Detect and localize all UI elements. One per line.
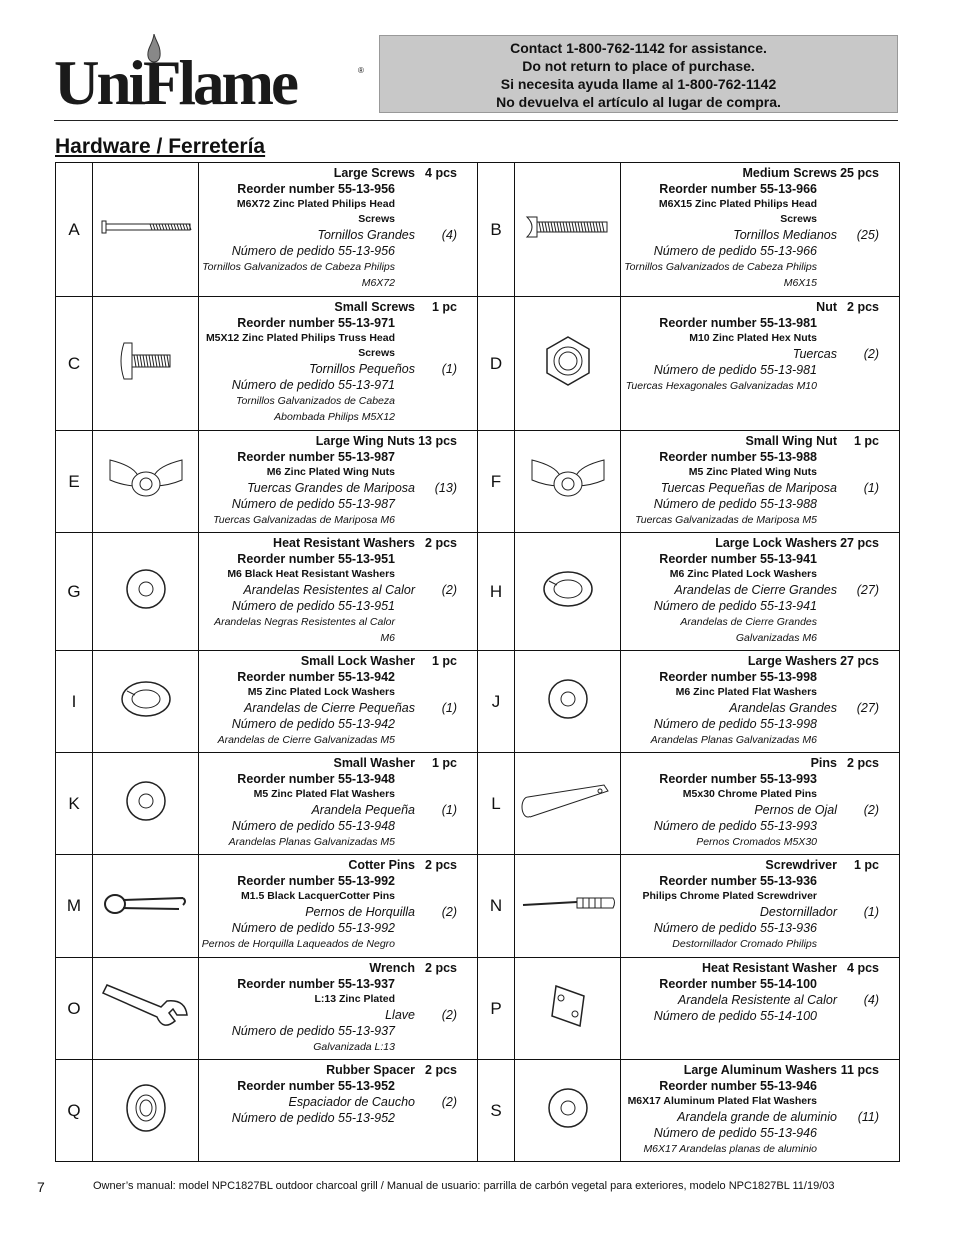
item-spanish-spec: Tuercas Hexagonales Galvanizadas M10	[625, 380, 817, 392]
contact-line: Si necesita ayuda llame al 1-800-762-1142	[500, 76, 777, 92]
item-reorder-number: Reorder number 55-13-971	[237, 316, 395, 330]
item-reorder-number: Reorder number 55-13-952	[237, 1079, 395, 1093]
item-spanish-reorder: Número de pedido 55-14-100	[653, 1009, 817, 1023]
wing-nut-icon	[104, 493, 188, 510]
medium-screw-icon	[523, 230, 613, 247]
square-washer-icon	[548, 1015, 588, 1032]
item-name: Rubber Spacer	[326, 1063, 415, 1077]
item-name: Screwdriver	[765, 858, 837, 872]
item-spanish-name: Tornillos Medianos	[733, 228, 837, 242]
item-picture	[93, 297, 199, 431]
item-quantity: 27 pcs	[840, 654, 879, 668]
item-spanish-reorder: Número de pedido 55-13-951	[231, 599, 395, 613]
item-description	[199, 431, 478, 533]
item-description	[621, 533, 900, 651]
item-quantity: 1 pc	[431, 756, 457, 770]
item-spec: M6 Zinc Plated Flat Washers	[675, 686, 817, 698]
hardware-row	[56, 651, 900, 753]
wrench-icon	[101, 1020, 191, 1037]
item-letter: M	[56, 855, 93, 958]
item-picture	[515, 651, 621, 753]
item-spanish-quantity: (1)	[441, 701, 457, 715]
item-letter: D	[478, 297, 515, 431]
item-description	[199, 297, 478, 431]
item-spanish-quantity: (11)	[857, 1110, 879, 1124]
cotter-pin-icon	[101, 906, 191, 923]
item-spanish-spec: Arandelas de Cierre Galvanizadas M5	[217, 734, 395, 746]
item-picture	[93, 163, 199, 297]
item-reorder-number: Reorder number 55-13-956	[237, 182, 395, 196]
item-spanish-quantity: (1)	[863, 905, 879, 919]
item-name: Large Lock Washers	[715, 536, 837, 550]
item-letter: J	[478, 651, 515, 753]
item-spanish-reorder: Número de pedido 55-13-936	[653, 921, 817, 935]
hex-nut-icon	[540, 376, 596, 393]
item-spanish-name: Espaciador de Caucho	[288, 1095, 415, 1109]
hardware-row	[56, 1060, 900, 1162]
item-picture	[515, 297, 621, 431]
item-name: Large Screws	[333, 166, 415, 180]
washer-icon	[546, 1117, 590, 1134]
item-quantity: 2 pcs	[425, 858, 457, 872]
item-name: Pins	[810, 756, 837, 770]
contact-line: No devuelva el artículo al lugar de compra.	[496, 94, 781, 110]
item-quantity: 1 pc	[853, 858, 879, 872]
hardware-row	[56, 431, 900, 533]
item-quantity: 2 pcs	[847, 756, 879, 770]
item-name: Nut	[816, 300, 837, 314]
item-spanish-name: Destornillador	[759, 905, 837, 919]
item-name: Large Aluminum Washers	[683, 1063, 837, 1077]
item-spec: M6X72 Zinc Plated Philips Head Screws	[236, 198, 395, 225]
item-spanish-spec: Tuercas Galvanizadas de Mariposa M5	[635, 514, 817, 526]
item-reorder-number: Reorder number 55-13-998	[659, 670, 817, 684]
item-quantity: 2 pcs	[847, 300, 879, 314]
item-spec: M5 Zinc Plated Lock Washers	[247, 686, 395, 698]
item-description	[621, 958, 900, 1060]
item-letter: S	[478, 1060, 515, 1162]
item-name: Heat Resistant Washer	[702, 961, 837, 975]
footer-text: Owner’s manual: model NPC1827BL outdoor charcoal grill / Manual de usuario: parrilla de carbón vegetal para exteriores, modelo NPC1827BL 11/19/03	[93, 1180, 835, 1192]
item-name: Small Screws	[334, 300, 415, 314]
item-letter: I	[56, 651, 93, 753]
item-spanish-quantity: (2)	[441, 1008, 457, 1022]
item-spanish-quantity: (2)	[863, 803, 879, 817]
item-description	[199, 855, 478, 958]
small-screw-icon	[116, 370, 176, 387]
washer-icon	[546, 708, 590, 725]
item-spanish-quantity: (4)	[441, 228, 457, 242]
page-title: Hardware / Ferretería	[55, 135, 266, 158]
item-spanish-spec: Arandelas Planas Galvanizadas M6	[650, 734, 817, 746]
item-quantity: 2 pcs	[425, 536, 457, 550]
item-spanish-name: Arandela Pequeña	[311, 803, 415, 817]
item-spanish-name: Tornillos Pequeños	[309, 362, 415, 376]
item-spanish-name: Pernos de Horquilla	[305, 905, 415, 919]
item-picture	[515, 163, 621, 297]
item-reorder-number: Reorder number 55-13-987	[237, 450, 395, 464]
item-spanish-quantity: (2)	[441, 905, 457, 919]
item-spanish-name: Arandela Resistente al Calor	[677, 993, 837, 1007]
item-quantity: 27 pcs	[840, 536, 879, 550]
item-spanish-name: Pernos de Ojal	[754, 803, 837, 817]
item-description	[199, 753, 478, 855]
item-spanish-quantity: (2)	[863, 347, 879, 361]
item-picture	[515, 533, 621, 651]
item-reorder-number: Reorder number 55-13-942	[237, 670, 395, 684]
pin-icon	[520, 808, 616, 825]
hardware-row	[56, 297, 900, 431]
item-description	[199, 958, 478, 1060]
washer-icon	[124, 810, 168, 827]
item-quantity: 4 pcs	[425, 166, 457, 180]
item-spanish-reorder: Número de pedido 55-13-971	[231, 378, 395, 392]
item-spanish-reorder: Número de pedido 55-13-998	[653, 717, 817, 731]
item-picture	[93, 855, 199, 958]
item-reorder-number: Reorder number 55-13-951	[237, 552, 395, 566]
spacer-icon	[123, 1121, 169, 1138]
item-spanish-quantity: (27)	[856, 583, 879, 597]
item-spanish-name: Tuercas Grandes de Mariposa	[247, 481, 415, 495]
item-reorder-number: Reorder number 55-13-936	[659, 874, 817, 888]
item-spanish-spec: Tornillos Galvanizados de Cabeza Abombada Philips M5X12	[236, 395, 395, 423]
hardware-row	[56, 533, 900, 651]
item-reorder-number: Reorder number 55-13-988	[659, 450, 817, 464]
item-spanish-spec: Destornillador Cromado Philips	[672, 938, 817, 950]
item-quantity: 4 pcs	[847, 961, 879, 975]
item-description	[621, 753, 900, 855]
item-spanish-reorder: Número de pedido 55-13-992	[231, 921, 395, 935]
item-description	[199, 1060, 478, 1162]
logo-registered-mark: ®	[358, 66, 364, 75]
item-spanish-quantity: (25)	[856, 228, 879, 242]
hardware-row	[56, 855, 900, 958]
item-spanish-reorder: Número de pedido 55-13-946	[653, 1126, 817, 1140]
item-reorder-number: Reorder number 55-13-993	[659, 772, 817, 786]
item-spanish-quantity: (2)	[441, 583, 457, 597]
item-spanish-quantity: (1)	[441, 362, 457, 376]
item-spec: M5x30 Chrome Plated Pins	[682, 788, 817, 800]
item-picture	[93, 651, 199, 753]
item-picture	[93, 533, 199, 651]
item-spec: Philips Chrome Plated Screwdriver	[642, 890, 817, 902]
lock-washer-icon	[119, 706, 173, 723]
item-letter: N	[478, 855, 515, 958]
item-spec: M6X15 Zinc Plated Philips Head Screws	[658, 198, 817, 225]
item-description	[621, 855, 900, 958]
item-picture	[93, 1060, 199, 1162]
item-name: Small Lock Washer	[300, 654, 415, 668]
contact-line: Do not return to place of purchase.	[522, 58, 755, 74]
item-letter: F	[478, 431, 515, 533]
item-spanish-name: Arandela grande de aluminio	[677, 1110, 837, 1124]
item-spanish-name: Tuercas	[792, 347, 837, 361]
item-letter: O	[56, 958, 93, 1060]
item-quantity: 2 pcs	[425, 961, 457, 975]
page-number: 7	[37, 1179, 45, 1195]
item-spanish-quantity: (1)	[441, 803, 457, 817]
item-spec: M6X17 Aluminum Plated Flat Washers	[627, 1095, 817, 1107]
item-description	[621, 163, 900, 297]
item-quantity: 11 pcs	[840, 1063, 879, 1077]
item-spec: M6 Zinc Plated Lock Washers	[669, 568, 817, 580]
item-letter: L	[478, 753, 515, 855]
item-picture	[93, 431, 199, 533]
item-letter: A	[56, 163, 93, 297]
item-spanish-spec: Galvanizada L:13	[313, 1041, 395, 1053]
item-spanish-spec: Arandelas Planas Galvanizadas M5	[228, 836, 395, 848]
item-spec: L:13 Zinc Plated	[314, 993, 395, 1005]
washer-icon	[124, 598, 168, 615]
item-spanish-reorder: Número de pedido 55-13-948	[231, 819, 395, 833]
item-name: Small Wing Nut	[745, 434, 837, 448]
item-spanish-spec: M6X17 Arandelas planas de aluminio	[643, 1143, 817, 1155]
item-spanish-spec: Arandelas Negras Resistentes al Calor M6	[214, 616, 395, 644]
item-picture	[93, 958, 199, 1060]
long-screw-icon	[98, 224, 194, 241]
logo-text: UniFlame	[54, 48, 296, 118]
item-name: Small Washer	[333, 756, 415, 770]
item-picture	[515, 958, 621, 1060]
item-name: Wrench	[369, 961, 415, 975]
item-reorder-number: Reorder number 55-13-946	[659, 1079, 817, 1093]
item-spanish-spec: Tornillos Galvanizados de Cabeza Philips M6X15	[624, 261, 817, 289]
item-spanish-quantity: (27)	[856, 701, 879, 715]
item-spanish-reorder: Número de pedido 55-13-966	[653, 244, 817, 258]
item-description	[621, 651, 900, 753]
item-picture	[515, 1060, 621, 1162]
item-name: Large Washers	[747, 654, 837, 668]
header-divider	[54, 120, 898, 121]
contact-box	[379, 35, 898, 113]
item-spanish-name: Arandelas Resistentes al Calor	[243, 583, 415, 597]
contact-line: Contact 1-800-762-1142 for assistance.	[510, 40, 767, 56]
hardware-row	[56, 958, 900, 1060]
hardware-row	[56, 753, 900, 855]
item-quantity: 2 pcs	[425, 1063, 457, 1077]
item-spanish-reorder: Número de pedido 55-13-987	[231, 497, 395, 511]
item-spanish-spec: Pernos de Horquilla Laqueados de Negro	[201, 938, 395, 950]
item-description	[621, 297, 900, 431]
item-spec: M1.5 Black LacquerCotter Pins	[240, 890, 395, 902]
item-spanish-reorder: Número de pedido 55-13-988	[653, 497, 817, 511]
uniflame-logo	[54, 34, 384, 118]
item-reorder-number: Reorder number 55-14-100	[659, 977, 817, 991]
item-description	[199, 533, 478, 651]
item-reorder-number: Reorder number 55-13-937	[237, 977, 395, 991]
item-letter: G	[56, 533, 93, 651]
item-spanish-name: Arandelas Grandes	[729, 701, 837, 715]
item-quantity: 1 pc	[853, 434, 879, 448]
item-letter: B	[478, 163, 515, 297]
item-spanish-reorder: Número de pedido 55-13-942	[231, 717, 395, 731]
item-spec: M10 Zinc Plated Hex Nuts	[689, 332, 817, 344]
item-description	[621, 431, 900, 533]
item-quantity: 1 pc	[431, 300, 457, 314]
item-reorder-number: Reorder number 55-13-992	[237, 874, 395, 888]
item-description	[621, 1060, 900, 1162]
item-spanish-spec: Tuercas Galvanizadas de Mariposa M6	[213, 514, 395, 526]
item-spanish-reorder: Número de pedido 55-13-952	[231, 1111, 395, 1125]
item-spanish-spec: Tornillos Galvanizados de Cabeza Philips M6X72	[202, 261, 395, 289]
item-picture	[515, 753, 621, 855]
item-spanish-reorder: Número de pedido 55-13-941	[653, 599, 817, 613]
item-spanish-reorder: Número de pedido 55-13-981	[653, 363, 817, 377]
item-reorder-number: Reorder number 55-13-981	[659, 316, 817, 330]
item-letter: Q	[56, 1060, 93, 1162]
item-spanish-quantity: (13)	[434, 481, 457, 495]
hardware-table	[55, 162, 900, 1162]
item-spanish-reorder: Número de pedido 55-13-956	[231, 244, 395, 258]
item-reorder-number: Reorder number 55-13-941	[659, 552, 817, 566]
item-name: Heat Resistant Washers	[273, 536, 415, 550]
item-description	[199, 651, 478, 753]
item-spanish-reorder: Número de pedido 55-13-937	[231, 1024, 395, 1038]
hardware-row	[56, 163, 900, 297]
item-spanish-name: Llave	[385, 1008, 415, 1022]
item-spanish-name: Arandelas de Cierre Pequeñas	[244, 701, 415, 715]
item-reorder-number: Reorder number 55-13-948	[237, 772, 395, 786]
item-letter: E	[56, 431, 93, 533]
item-spec: M6 Black Heat Resistant Washers	[227, 568, 395, 580]
item-name: Cotter Pins	[348, 858, 415, 872]
item-spec: M5 Zinc Plated Wing Nuts	[688, 466, 817, 478]
item-spanish-name: Arandelas de Cierre Grandes	[674, 583, 837, 597]
item-spec: M6 Zinc Plated Wing Nuts	[266, 466, 395, 478]
item-spanish-name: Tornillos Grandes	[317, 228, 415, 242]
item-letter: H	[478, 533, 515, 651]
item-spanish-spec: Arandelas de Cierre Grandes Galvanizadas M6	[680, 616, 817, 644]
item-spanish-reorder: Número de pedido 55-13-993	[653, 819, 817, 833]
item-picture	[515, 855, 621, 958]
wing-nut-icon	[526, 493, 610, 510]
item-spec: M5 Zinc Plated Flat Washers	[253, 788, 395, 800]
item-picture	[93, 753, 199, 855]
item-picture	[515, 431, 621, 533]
screwdriver-icon	[519, 901, 617, 918]
item-name: Medium Screws	[742, 166, 837, 180]
item-letter: C	[56, 297, 93, 431]
item-description	[199, 163, 478, 297]
item-quantity: 1 pc	[431, 654, 457, 668]
item-reorder-number: Reorder number 55-13-966	[659, 182, 817, 196]
item-name: Large Wing Nuts	[315, 434, 415, 448]
item-spanish-quantity: (4)	[863, 993, 879, 1007]
item-spec: M5X12 Zinc Plated Philips Truss Head Screws	[205, 332, 395, 359]
item-spanish-quantity: (1)	[863, 481, 879, 495]
lock-washer-icon	[541, 596, 595, 613]
item-quantity: 13 pcs	[418, 434, 457, 448]
item-spanish-quantity: (2)	[441, 1095, 457, 1109]
item-spanish-spec: Pernos Cromados M5X30	[696, 836, 817, 848]
item-spanish-name: Tuercas Pequeñas de Mariposa	[660, 481, 837, 495]
item-quantity: 25 pcs	[840, 166, 879, 180]
item-letter: P	[478, 958, 515, 1060]
item-letter: K	[56, 753, 93, 855]
